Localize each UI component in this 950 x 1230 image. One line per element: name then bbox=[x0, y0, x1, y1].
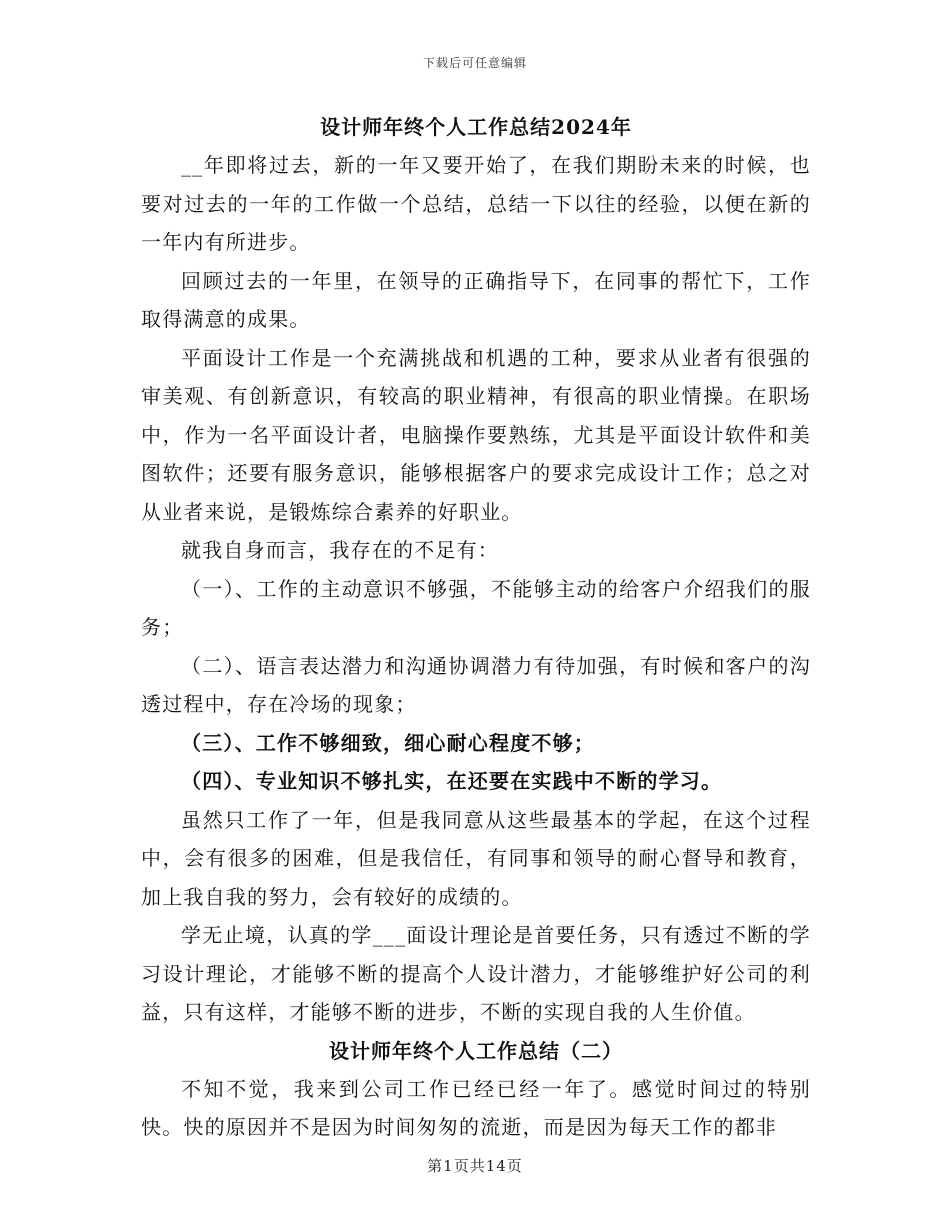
document-body bbox=[141, 108, 811, 1147]
paragraph-shortcoming-4: （四）、专业知识不够扎实，在还要在实践中不断的学习。 bbox=[181, 769, 723, 793]
page-footer: 第1页共14页 bbox=[427, 1157, 523, 1175]
paragraph-shortcoming-3: （三）、工作不够细致，细心耐心程度不够； bbox=[181, 730, 595, 755]
paragraph-shortcomings-intro: 就我自身而言，我存在的不足有： bbox=[181, 538, 499, 562]
paragraph-shortcoming-2: （二）、语言表达潜力和沟通协调潜力有待加强，有时候和客户的沟透过程中，存在冷场的现象； bbox=[141, 653, 811, 716]
document-title: 设计师年终个人工作总结2024年 bbox=[320, 115, 632, 139]
paragraph-learning: 虽然只工作了一年，但是我同意从这些最基本的学起，在这个过程中，会有很多的困难，但是我信任，有同事和领导的耐心督导和教育，加上我自我的努力，会有较好的成绩的。 bbox=[141, 807, 811, 909]
header-note: 下载后可任意编辑 bbox=[422, 56, 527, 70]
paragraph-shortcoming-1: （一）、工作的主动意识不够强，不能够主动的给客户介绍我们的服务； bbox=[141, 576, 811, 639]
section-2-title: 设计师年终个人工作总结（二） bbox=[329, 1038, 623, 1063]
paragraph-graphic-design: 平面设计工作是一个充满挑战和机遇的工种，要求从业者有很强的审美观、有创新意识，有较高的职业精神，有很高的职业情操。在职场中，作为一名平面设计者，电脑操作要熟练，尤其是平面设计软件和美图软件；还要有服务意识，能够根据客户的要求完成设计工作；总之对从业者来说，是锻炼综合素养的好职业。 bbox=[141, 345, 811, 524]
paragraph-review: 回顾过去的一年里，在领导的正确指导下，在同事的帮忙下，工作取得满意的成果。 bbox=[141, 268, 811, 331]
paragraph-intro: __年即将过去，新的一年又要开始了，在我们期盼未来的时候，也要对过去的一年的工作做一个总结，总结一下以往的经验，以便在新的一年内有所进步。 bbox=[141, 153, 811, 254]
section-2-paragraph: 不知不觉，我来到公司工作已经已经一年了。感觉时间过的特别快。快的原因并不是因为时间匆匆的流逝，而是因为每天工作的都非 bbox=[141, 1076, 811, 1139]
paragraph-endless-learning: 学无止境，认真的学___面设计理论是首要任务，只有透过不断的学习设计理论，才能够不断的提高个人设计潜力，才能够维护好公司的利益，只有这样，才能够不断的进步，不断的实现自我的人生价值。 bbox=[141, 923, 811, 1024]
